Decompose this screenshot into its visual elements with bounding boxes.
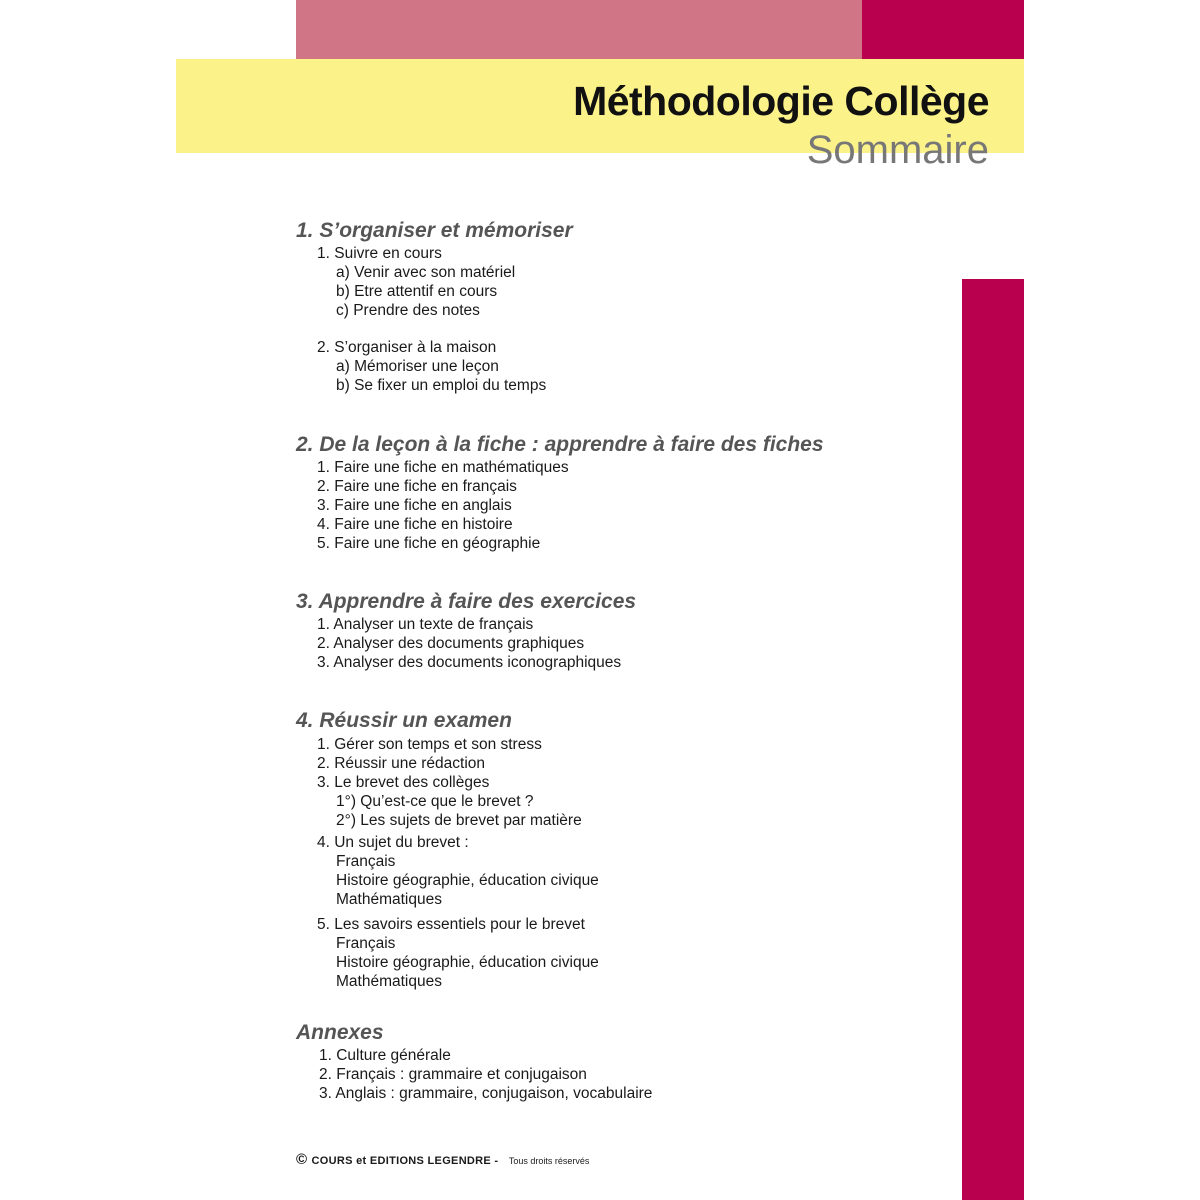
toc-item: 1. Gérer son temps et son stress	[317, 736, 542, 753]
toc-subitem: Histoire géographie, éducation civique	[336, 872, 599, 889]
toc-subitem: Français	[336, 853, 396, 870]
copyright-symbol: ©	[296, 1151, 308, 1168]
toc-item: 2. S’organiser à la maison	[317, 339, 497, 356]
footer	[296, 1151, 589, 1169]
toc-item: 3. Anglais : grammaire, conjugaison, vocabulaire	[319, 1085, 653, 1102]
page-title: Méthodologie Collège	[573, 78, 989, 124]
toc-subitem: Histoire géographie, éducation civique	[336, 954, 599, 971]
toc-item: 5. Les savoirs essentiels pour le brevet	[317, 916, 585, 933]
toc-item: 4. Faire une fiche en histoire	[317, 516, 513, 533]
section-heading: 3. Apprendre à faire des exercices	[296, 590, 637, 613]
toc-subitem: Mathématiques	[336, 891, 442, 908]
toc-subitem: c) Prendre des notes	[336, 302, 480, 319]
toc-item: 4. Un sujet du brevet :	[317, 834, 469, 851]
toc-item: 1. Faire une fiche en mathématiques	[317, 459, 569, 476]
rights-notice: Tous droits réservés	[508, 1156, 590, 1166]
toc-item: 1. Analyser un texte de français	[317, 616, 534, 633]
toc-subitem: b) Etre attentif en cours	[336, 283, 498, 300]
section-heading: 1. S’organiser et mémoriser	[296, 219, 573, 242]
toc-item: 1. Suivre en cours	[317, 245, 442, 262]
toc-item: 2. Français : grammaire et conjugaison	[319, 1066, 587, 1083]
section-heading: 2. De la leçon à la fiche : apprendre à faire des fiches	[296, 433, 824, 456]
toc-item: 3. Le brevet des collèges	[317, 774, 490, 791]
toc-subitem: 1°) Qu’est-ce que le brevet ?	[336, 793, 534, 810]
toc-subitem: Français	[336, 935, 396, 952]
publisher-name: COURS et EDITIONS LEGENDRE -	[311, 1155, 499, 1167]
toc-item: 2. Analyser des documents graphiques	[317, 635, 585, 652]
toc-item: 3. Analyser des documents iconographiques	[317, 654, 622, 671]
toc-subitem: a) Venir avec son matériel	[336, 264, 516, 281]
toc-item: 2. Faire une fiche en français	[317, 478, 517, 495]
page-subtitle: Sommaire	[806, 128, 989, 172]
side-crimson-bar	[962, 279, 1024, 1200]
toc-item: 3. Faire une fiche en anglais	[317, 497, 512, 514]
toc-item: 2. Réussir une rédaction	[317, 755, 486, 772]
toc-subitem: 2°) Les sujets de brevet par matière	[336, 812, 582, 829]
toc-item: 5. Faire une fiche en géographie	[317, 535, 541, 552]
toc-subitem: b) Se fixer un emploi du temps	[336, 377, 547, 394]
section-heading: 4. Réussir un examen	[296, 709, 512, 732]
toc-subitem: a) Mémoriser une leçon	[336, 358, 499, 375]
toc-item: 1. Culture générale	[319, 1047, 451, 1064]
toc-subitem: Mathématiques	[336, 973, 442, 990]
section-heading: Annexes	[296, 1021, 384, 1044]
